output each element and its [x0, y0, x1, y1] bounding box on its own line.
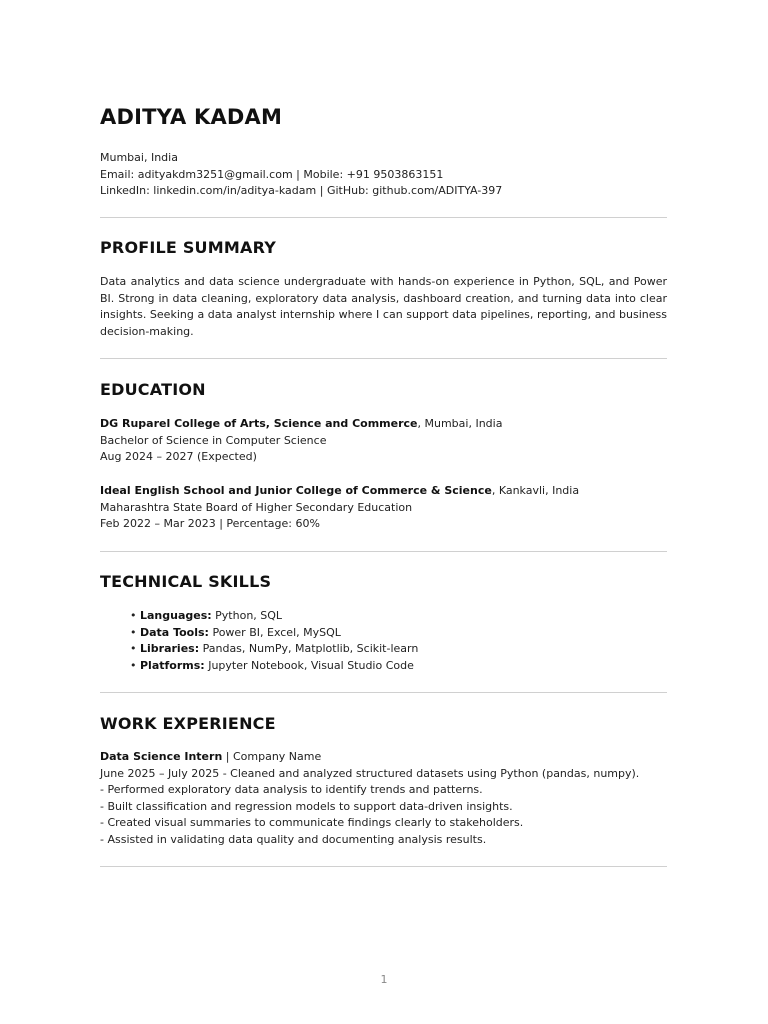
institution-location: , Mumbai, India — [417, 417, 503, 430]
role-line — [100, 749, 667, 766]
profile-summary-text: Data analytics and data science undergraduate with hands-on experience in Python, SQL, and Power BI. Strong in data cleaning, exploratory data analysis, dashboard creation, and turning data into clear insights. Seeking a data analyst internship where I can support data pipelines, reporting, and business decision-making. — [100, 275, 667, 338]
experience-line: June 2025 – July 2025 - Cleaned and analyzed structured datasets using Python (pandas, numpy). — [100, 766, 640, 780]
candidate-name: ADITYA KADAM — [100, 105, 283, 129]
skill-value: Power BI, Excel, MySQL — [208, 625, 341, 639]
skill-item-libraries — [130, 641, 418, 658]
section-title-technical-skills: TECHNICAL SKILLS — [100, 572, 272, 591]
bullet: • — [130, 658, 137, 672]
experience-line: - Built classification and regression models to support data-driven insights. — [100, 799, 513, 813]
section-title-education: EDUCATION — [100, 380, 206, 399]
email-mobile-line: Email: adityakdm3251@gmail.com | Mobile: +91 9503863151 — [100, 167, 444, 181]
links-line: LinkedIn: linkedin.com/in/aditya-kadam | GitHub: github.com/ADITYA-397 — [100, 184, 503, 197]
skill-label: Libraries: — [140, 642, 200, 655]
bullet: • — [130, 642, 137, 655]
education-entry — [100, 416, 667, 466]
section-title-work-experience: WORK EXPERIENCE — [100, 714, 276, 733]
education-degree: Maharashtra State Board of Higher Secondary Education — [100, 500, 413, 514]
skill-value: Python, SQL — [211, 609, 283, 622]
skill-label: Data Tools: — [140, 625, 209, 639]
education-dates: Aug 2024 – 2027 (Expected) — [100, 450, 257, 463]
education-dates: Feb 2022 – Mar 2023 | Percentage: 60% — [100, 517, 320, 530]
skill-label: Languages: — [140, 609, 212, 622]
skill-label: Platforms: — [140, 658, 205, 672]
location-line: Mumbai, India — [100, 151, 178, 164]
bullet: • — [130, 625, 137, 639]
experience-line: - Created visual summaries to communicate findings clearly to stakeholders. — [100, 816, 524, 829]
education-degree: Bachelor of Science in Computer Science — [100, 433, 327, 447]
section-divider — [100, 866, 667, 867]
bullet: • — [130, 609, 137, 622]
education-institution-line — [100, 483, 667, 500]
experience-line: - Performed exploratory data analysis to identify trends and patterns. — [100, 783, 483, 796]
contact-block — [100, 150, 502, 200]
institution-location: , Kankavli, India — [491, 484, 580, 497]
skill-value: Pandas, NumPy, Matplotlib, Scikit-learn — [199, 642, 419, 655]
skill-item-data-tools — [130, 625, 418, 642]
education-institution-line — [100, 416, 667, 433]
section-divider — [100, 217, 667, 218]
job-role: Data Science Intern — [100, 750, 223, 763]
skill-item-languages — [130, 608, 418, 625]
institution-name: Ideal English School and Junior College of Commerce & Science — [100, 484, 492, 497]
section-divider — [100, 358, 667, 359]
education-entry — [100, 483, 667, 533]
skill-item-platforms — [130, 658, 418, 675]
section-divider — [100, 692, 667, 693]
section-title-profile-summary: PROFILE SUMMARY — [100, 238, 276, 257]
section-divider — [100, 551, 667, 552]
experience-line: - Assisted in validating data quality and documenting analysis results. — [100, 832, 487, 846]
page-number: 1 — [380, 973, 388, 986]
skill-value: Jupyter Notebook, Visual Studio Code — [204, 658, 414, 672]
work-experience-entry — [100, 749, 667, 848]
skills-list — [130, 608, 418, 674]
company-name: | Company Name — [222, 750, 322, 763]
institution-name: DG Ruparel College of Arts, Science and Commerce — [100, 417, 418, 430]
